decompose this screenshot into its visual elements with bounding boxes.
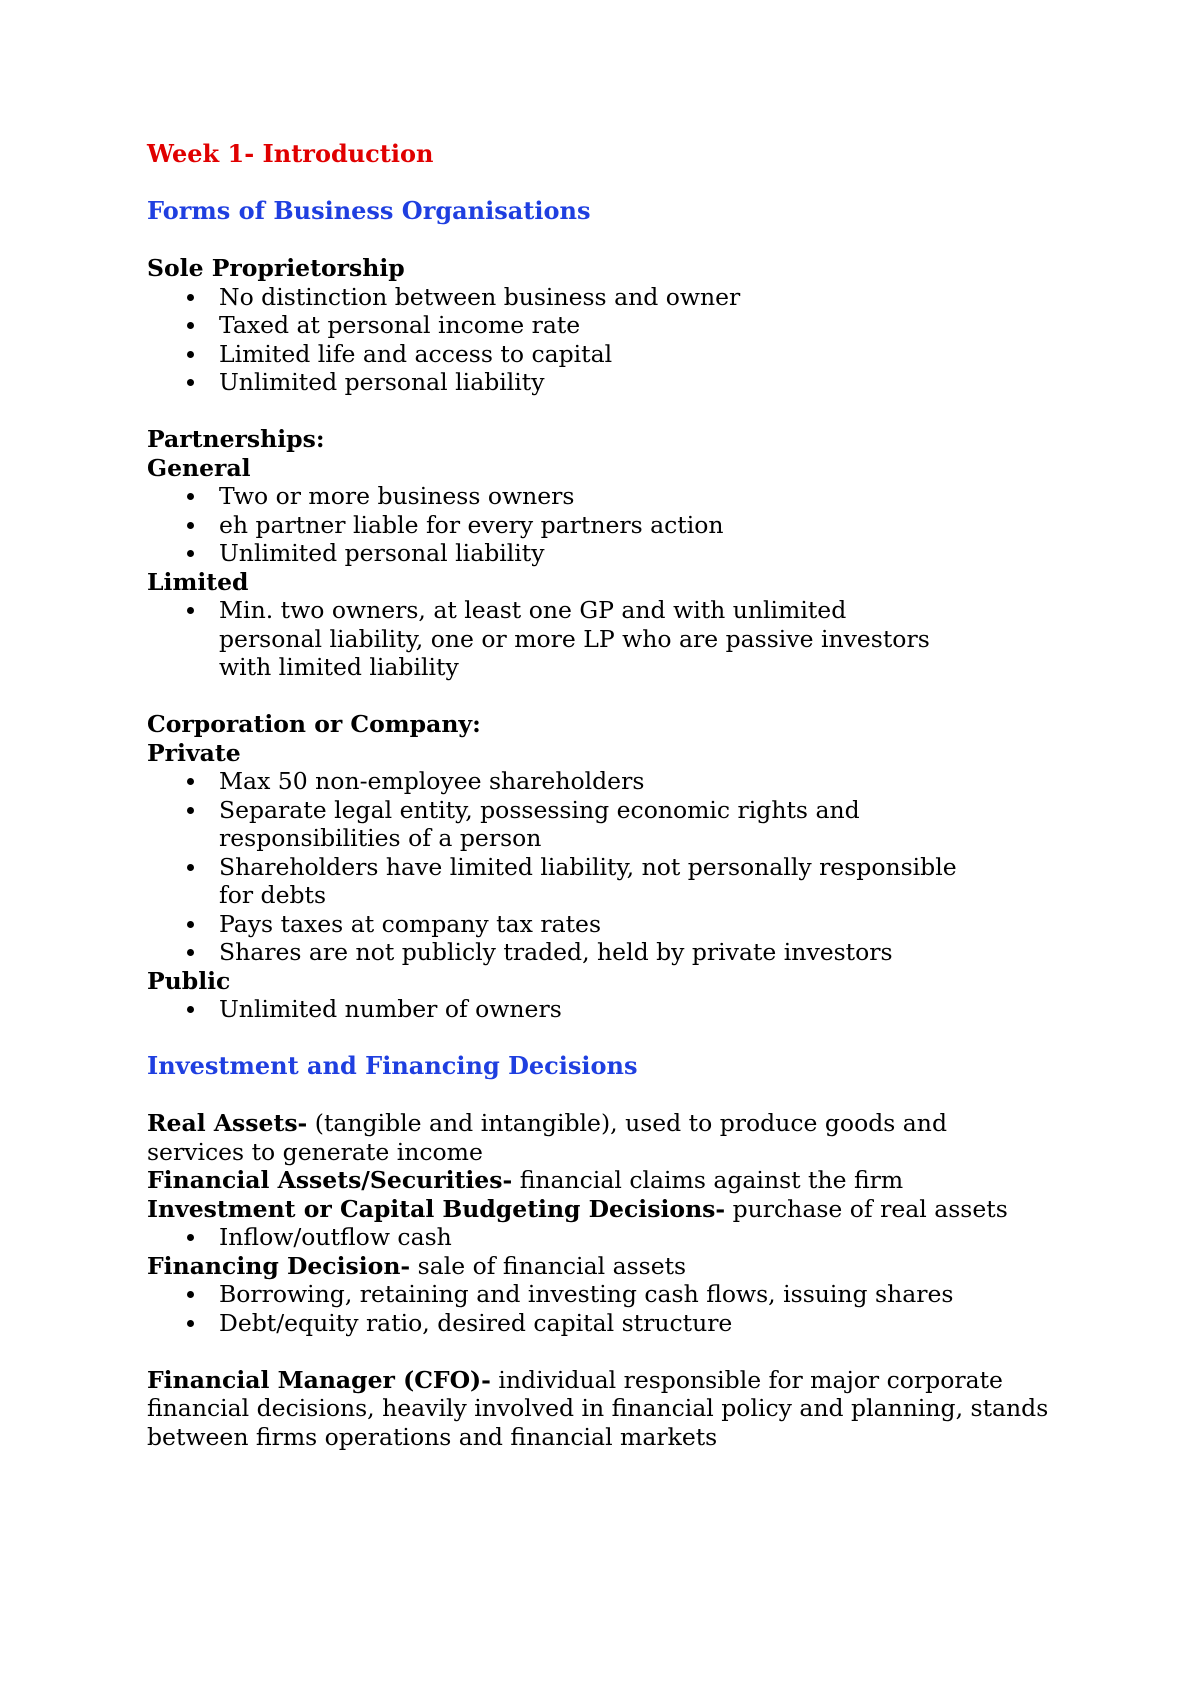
paragraph-investment xyxy=(147,1195,1067,1224)
text-investment: purchase of real assets xyxy=(725,1194,1008,1223)
list-item: Separate legal entity, possessing economic rights and responsibilities of a person xyxy=(147,796,1067,853)
list-item: Inflow/outflow cash xyxy=(147,1223,1067,1252)
term-financial-manager: Financial Manager (CFO)- xyxy=(147,1365,491,1394)
paragraph-financial-assets xyxy=(147,1166,1067,1195)
page-title: Week 1- Introduction xyxy=(147,139,434,168)
list-limited xyxy=(147,596,1067,682)
term-investment: Investment or Capital Budgeting Decisions- xyxy=(147,1194,726,1223)
paragraph-real-assets xyxy=(147,1109,1067,1166)
list-item: Unlimited personal liability xyxy=(147,539,1067,568)
list-public xyxy=(147,995,1067,1024)
list-item: Taxed at personal income rate xyxy=(147,311,1067,340)
list-item: Min. two owners, at least one GP and with unlimited personal liability, one or more LP who are passive investors with limited liability xyxy=(147,596,1067,682)
list-item: Pays taxes at company tax rates xyxy=(147,910,1067,939)
label-public: Public xyxy=(147,966,231,995)
text-financing: sale of financial assets xyxy=(410,1251,687,1280)
heading-investment-financing: Investment and Financing Decisions xyxy=(147,1051,638,1080)
list-item: Shareholders have limited liability, not personally responsible for debts xyxy=(147,853,1067,910)
paragraph-financing xyxy=(147,1252,1067,1281)
list-item: Shares are not publicly traded, held by private investors xyxy=(147,938,1067,967)
term-financial-assets: Financial Assets/Securities- xyxy=(147,1166,513,1194)
list-item: Limited life and access to capital xyxy=(147,340,1067,369)
term-financing: Financing Decision- xyxy=(147,1251,411,1280)
text-real-assets: (tangible and intangible), used to produce goods and services to generate income xyxy=(147,1109,947,1166)
list-general xyxy=(147,482,1067,568)
list-investment xyxy=(147,1223,1067,1252)
list-item: Borrowing, retaining and investing cash flows, issuing shares xyxy=(147,1280,1067,1309)
list-private xyxy=(147,767,1067,967)
list-item: Debt/equity ratio, desired capital structure xyxy=(147,1309,1067,1338)
list-financing xyxy=(147,1280,1067,1337)
heading-forms-of-business: Forms of Business Organisations xyxy=(147,196,591,225)
list-item: Unlimited number of owners xyxy=(147,995,1067,1024)
label-general: General xyxy=(147,453,251,482)
label-partnerships: Partnerships: xyxy=(147,425,325,453)
paragraph-financial-manager xyxy=(147,1366,1067,1452)
list-sole-proprietorship xyxy=(147,283,1067,397)
text-financial-manager: individual responsible for major corporate financial decisions, heavily involved in financial policy and planning, stands between firms operations and financial markets xyxy=(147,1365,1049,1451)
label-corporation: Corporation or Company: xyxy=(147,710,481,738)
document-page xyxy=(147,140,1067,1451)
list-item: eh partner liable for every partners action xyxy=(147,511,1067,540)
list-item: Unlimited personal liability xyxy=(147,368,1067,397)
label-sole-proprietorship: Sole Proprietorship xyxy=(147,254,405,282)
term-real-assets: Real Assets- xyxy=(147,1109,308,1137)
text-financial-assets: financial claims against the firm xyxy=(512,1166,904,1194)
label-limited: Limited xyxy=(147,567,249,596)
list-item: Max 50 non-employee shareholders xyxy=(147,767,1067,796)
list-item: Two or more business owners xyxy=(147,482,1067,511)
label-private: Private xyxy=(147,738,241,767)
list-item: No distinction between business and owner xyxy=(147,283,1067,312)
